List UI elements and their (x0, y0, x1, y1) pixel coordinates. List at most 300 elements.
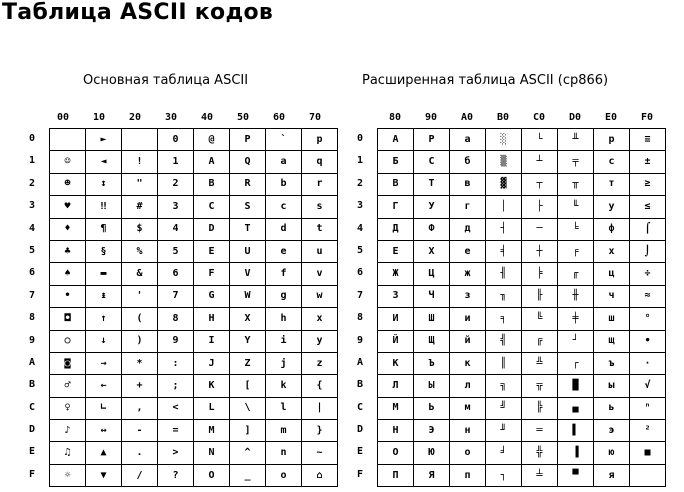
table-row (50, 263, 338, 285)
table-row (50, 240, 338, 262)
table-cell: > (158, 442, 194, 464)
row-label: 7 (28, 289, 36, 301)
col-header: 80 (388, 112, 402, 123)
row-label: 8 (356, 312, 364, 324)
table-cell: ╞ (522, 263, 558, 285)
table-cell: r (302, 173, 338, 195)
table-cell: ° (630, 308, 666, 330)
row-label: D (28, 424, 36, 436)
table-cell: V (230, 263, 266, 285)
table-cell: L (194, 397, 230, 419)
table-cell: I (194, 330, 230, 352)
table-cell: Щ (414, 330, 450, 352)
table-cell: ¶ (86, 218, 122, 240)
table-cell: ╧ (522, 464, 558, 486)
table-cell: 4 (158, 218, 194, 240)
table-row (378, 375, 666, 397)
table-row (378, 285, 666, 307)
table-cell: ≤ (630, 196, 666, 218)
table-cell: v (302, 263, 338, 285)
table-cell: Й (378, 330, 414, 352)
row-label: 9 (28, 334, 36, 346)
table-cell: м (450, 397, 486, 419)
table-cell: G (194, 285, 230, 307)
row-label: 1 (356, 155, 364, 167)
table-cell: Д (378, 218, 414, 240)
table-cell: П (378, 464, 414, 486)
table-cell: ├ (522, 196, 558, 218)
table-cell: & (122, 263, 158, 285)
table-cell: О (378, 442, 414, 464)
table-cell: ^ (230, 442, 266, 464)
table-cell: k (266, 375, 302, 397)
row-label: C (356, 401, 364, 413)
table-cell: ╗ (486, 375, 522, 397)
table-cell: e (266, 240, 302, 262)
row-label: 6 (356, 267, 364, 279)
table-row (378, 196, 666, 218)
table-cell: ≥ (630, 173, 666, 195)
table-cell: ф (594, 218, 630, 240)
table-cell: · (630, 352, 666, 374)
row-label: 4 (28, 222, 36, 234)
row-label: 2 (356, 177, 364, 189)
row-label: 3 (356, 200, 364, 212)
table-cell: ◄ (86, 151, 122, 173)
table-cell: ║ (486, 352, 522, 374)
table-cell: У (414, 196, 450, 218)
table-cell: ◙ (50, 352, 86, 374)
table-row (50, 464, 338, 486)
table-cell: Ч (414, 285, 450, 307)
table-cell: Ц (414, 263, 450, 285)
basic-ascii-table (49, 128, 338, 487)
table-cell: ⁿ (630, 397, 666, 419)
row-label: F (356, 468, 364, 480)
table-cell: s (302, 196, 338, 218)
table-cell: F (194, 263, 230, 285)
table-cell: ╦ (522, 375, 558, 397)
col-header: 30 (164, 112, 178, 123)
basic-row-labels (25, 128, 39, 486)
table-cell: M (194, 420, 230, 442)
table-cell: } (302, 420, 338, 442)
table-cell: ± (630, 151, 666, 173)
table-cell: = (158, 420, 194, 442)
table-cell: _ (230, 464, 266, 486)
table-cell: i (266, 330, 302, 352)
table-cell: ² (630, 420, 666, 442)
col-header: 90 (424, 112, 438, 123)
table-cell: $ (122, 218, 158, 240)
row-label: 8 (28, 312, 36, 324)
table-cell: л (450, 375, 486, 397)
table-cell: n (266, 442, 302, 464)
table-row (50, 129, 338, 151)
table-row (50, 375, 338, 397)
col-header: 10 (92, 112, 106, 123)
row-label: 0 (356, 133, 364, 144)
col-header: 60 (272, 112, 286, 123)
table-cell: ‼ (86, 196, 122, 218)
table-cell: Э (414, 420, 450, 442)
table-row (378, 173, 666, 195)
table-cell: c (266, 196, 302, 218)
table-cell: ~ (302, 442, 338, 464)
table-cell: ▄ (558, 397, 594, 419)
table-cell: ↔ (86, 420, 122, 442)
table-cell: ╛ (486, 442, 522, 464)
table-cell: x (302, 308, 338, 330)
table-cell: K (194, 375, 230, 397)
table-cell: ? (158, 464, 194, 486)
table-cell: ▀ (558, 464, 594, 486)
table-cell: | (302, 397, 338, 419)
table-cell: ` (266, 129, 302, 151)
table-cell: • (50, 285, 86, 307)
table-cell: N (194, 442, 230, 464)
table-cell: Ю (414, 442, 450, 464)
table-cell: ╙ (558, 196, 594, 218)
table-cell: ♂ (50, 375, 86, 397)
row-label: 3 (28, 200, 36, 212)
table-cell: < (158, 397, 194, 419)
table-cell: R (230, 173, 266, 195)
table-cell: ♫ (50, 442, 86, 464)
col-header: B0 (496, 112, 510, 123)
table-cell: ; (158, 375, 194, 397)
table-cell: Х (414, 240, 450, 262)
table-row (378, 464, 666, 486)
table-row (50, 218, 338, 240)
table-cell: ▼ (86, 464, 122, 486)
row-label: 1 (28, 155, 36, 167)
table-row (378, 420, 666, 442)
table-cell: ☺ (50, 151, 86, 173)
table-cell: ч (594, 285, 630, 307)
row-label: 6 (28, 267, 36, 279)
table-cell: в (450, 173, 486, 195)
row-label: 0 (28, 133, 36, 144)
table-row (378, 218, 666, 240)
table-cell: → (86, 352, 122, 374)
table-cell: ж (450, 263, 486, 285)
table-cell: я (594, 464, 630, 486)
table-cell: Ы (414, 375, 450, 397)
table-cell: ╤ (558, 151, 594, 173)
extended-column-headers (377, 111, 669, 125)
table-cell: ∙ (630, 330, 666, 352)
table-cell: ⌡ (630, 240, 666, 262)
table-cell: ! (122, 151, 158, 173)
table-cell: ╚ (522, 308, 558, 330)
table-cell: 5 (158, 240, 194, 262)
table-cell: ▲ (86, 442, 122, 464)
table-row (378, 442, 666, 464)
table-cell: ← (86, 375, 122, 397)
table-cell: o (266, 464, 302, 486)
table-cell: ∟ (86, 397, 122, 419)
table-cell: Z (230, 352, 266, 374)
table-cell: ╠ (522, 397, 558, 419)
basic-table-caption: Основная таблица ASCII (83, 73, 249, 88)
table-cell: p (302, 129, 338, 151)
table-cell: q (302, 151, 338, 173)
table-cell: ↨ (86, 285, 122, 307)
col-header: C0 (532, 112, 546, 123)
table-cell: f (266, 263, 302, 285)
col-header: 20 (128, 112, 142, 123)
table-cell: 2 (158, 173, 194, 195)
table-cell: w (302, 285, 338, 307)
table-cell: п (450, 464, 486, 486)
table-row (50, 151, 338, 173)
table-cell: ╔ (522, 330, 558, 352)
table-cell: E (194, 240, 230, 262)
table-cell: T (230, 218, 266, 240)
table-cell: э (594, 420, 630, 442)
table-cell: 6 (158, 263, 194, 285)
table-cell: ▓ (486, 173, 522, 195)
table-cell: ♪ (50, 420, 86, 442)
basic-column-headers (45, 111, 337, 125)
table-cell: ♦ (50, 218, 86, 240)
table-row (50, 352, 338, 374)
table-row (50, 285, 338, 307)
row-label: 2 (28, 177, 36, 189)
table-cell: - (122, 420, 158, 442)
table-cell: ш (594, 308, 630, 330)
table-row (378, 330, 666, 352)
table-cell: Ф (414, 218, 450, 240)
table-cell: а (450, 129, 486, 151)
table-cell: ┬ (522, 173, 558, 195)
table-cell: u (302, 240, 338, 262)
table-cell: ♥ (50, 196, 86, 218)
table-cell: Е (378, 240, 414, 262)
table-cell (630, 464, 666, 486)
table-cell: ╨ (558, 129, 594, 151)
table-cell: ↕ (86, 173, 122, 195)
table-cell: ╕ (486, 308, 522, 330)
row-label: A (28, 356, 36, 368)
table-cell: ┌ (558, 352, 594, 374)
table-row (50, 173, 338, 195)
table-cell: ► (86, 129, 122, 151)
table-cell: д (450, 218, 486, 240)
table-cell: ♠ (50, 263, 86, 285)
table-cell: С (414, 151, 450, 173)
table-cell: Я (414, 464, 450, 486)
table-cell: 0 (158, 129, 194, 151)
table-cell: Ъ (414, 352, 450, 374)
table-cell: . (122, 442, 158, 464)
row-label: 5 (356, 244, 364, 256)
table-cell: [ (230, 375, 266, 397)
table-cell: D (194, 218, 230, 240)
table-cell (122, 129, 158, 151)
col-header: E0 (604, 112, 618, 123)
table-cell: B (194, 173, 230, 195)
table-cell: Q (230, 151, 266, 173)
col-header: 00 (56, 112, 70, 123)
table-cell: ◘ (50, 308, 86, 330)
table-cell: ♀ (50, 397, 86, 419)
table-cell: z (302, 352, 338, 374)
table-cell: ╜ (486, 420, 522, 442)
table-cell: ╣ (486, 330, 522, 352)
table-cell: г (450, 196, 486, 218)
table-cell: 3 (158, 196, 194, 218)
table-cell: ' (122, 285, 158, 307)
table-cell: З (378, 285, 414, 307)
table-cell: h (266, 308, 302, 330)
row-label: D (356, 424, 364, 436)
table-cell: / (122, 464, 158, 486)
table-row (50, 330, 338, 352)
col-header: 70 (308, 112, 322, 123)
table-cell: ▌ (558, 420, 594, 442)
extended-table-caption: Расширенная таблица ASCII (cp866) (362, 73, 609, 88)
table-cell: ц (594, 263, 630, 285)
col-header: 50 (236, 112, 250, 123)
table-cell: U (230, 240, 266, 262)
table-cell: К (378, 352, 414, 374)
table-cell: ╪ (558, 308, 594, 330)
table-cell: у (594, 196, 630, 218)
table-cell: ╫ (558, 285, 594, 307)
col-header: F0 (640, 112, 654, 123)
table-row (378, 397, 666, 419)
table-cell: g (266, 285, 302, 307)
table-cell: § (86, 240, 122, 262)
table-row (50, 397, 338, 419)
table-cell: А (378, 129, 414, 151)
table-cell: H (194, 308, 230, 330)
table-row (50, 420, 338, 442)
table-cell: М (378, 397, 414, 419)
table-cell: ╥ (558, 173, 594, 195)
table-cell: ы (594, 375, 630, 397)
row-label: 5 (28, 244, 36, 256)
table-cell: к (450, 352, 486, 374)
table-cell: ⌠ (630, 218, 666, 240)
table-cell: { (302, 375, 338, 397)
row-label: F (28, 468, 36, 480)
table-cell: m (266, 420, 302, 442)
table-cell: Y (230, 330, 266, 352)
table-row (378, 308, 666, 330)
table-cell: ╩ (522, 352, 558, 374)
row-label: E (28, 446, 36, 458)
table-cell: Б (378, 151, 414, 173)
table-cell: y (302, 330, 338, 352)
table-cell: ъ (594, 352, 630, 374)
table-cell: Ж (378, 263, 414, 285)
table-cell: ≈ (630, 285, 666, 307)
table-cell (50, 129, 86, 151)
table-cell: ↑ (86, 308, 122, 330)
table-cell: A (194, 151, 230, 173)
table-cell: и (450, 308, 486, 330)
table-cell: \ (230, 397, 266, 419)
table-cell: ┼ (522, 240, 558, 262)
table-cell: ≡ (630, 129, 666, 151)
table-cell: Г (378, 196, 414, 218)
table-cell: Ь (414, 397, 450, 419)
table-cell: ╘ (558, 218, 594, 240)
table-cell: ( (122, 308, 158, 330)
table-cell: ╓ (558, 263, 594, 285)
table-cell: ○ (50, 330, 86, 352)
table-row (50, 196, 338, 218)
table-cell: √ (630, 375, 666, 397)
table-row (50, 442, 338, 464)
table-cell: W (230, 285, 266, 307)
row-label: 7 (356, 289, 364, 301)
table-cell: ) (122, 330, 158, 352)
extended-ascii-table (377, 128, 666, 487)
table-cell: ▬ (86, 263, 122, 285)
table-row (378, 129, 666, 151)
table-cell: б (450, 151, 486, 173)
table-cell: ╡ (486, 240, 522, 262)
table-cell: ╝ (486, 397, 522, 419)
table-row (378, 352, 666, 374)
table-cell: ▐ (558, 442, 594, 464)
row-label: E (356, 446, 364, 458)
table-cell: Л (378, 375, 414, 397)
table-cell: J (194, 352, 230, 374)
table-cell: ┤ (486, 218, 522, 240)
table-row (378, 240, 666, 262)
row-label: 4 (356, 222, 364, 234)
table-cell: 7 (158, 285, 194, 307)
table-cell: ╢ (486, 263, 522, 285)
row-label: B (28, 379, 36, 391)
table-cell: ■ (630, 442, 666, 464)
row-label: A (356, 356, 364, 368)
table-cell: ╬ (522, 442, 558, 464)
table-cell: ╟ (522, 285, 558, 307)
table-cell: ⌂ (302, 464, 338, 486)
table-cell: * (122, 352, 158, 374)
table-cell: 9 (158, 330, 194, 352)
table-cell: j (266, 352, 302, 374)
table-cell: , (122, 397, 158, 419)
table-cell: P (230, 129, 266, 151)
table-cell: ☼ (50, 464, 86, 486)
table-cell: х (594, 240, 630, 262)
table-cell: 1 (158, 151, 194, 173)
table-cell: ╖ (486, 285, 522, 307)
table-cell: │ (486, 196, 522, 218)
table-cell: н (450, 420, 486, 442)
col-header: 40 (200, 112, 214, 123)
table-cell: Т (414, 173, 450, 195)
table-cell: щ (594, 330, 630, 352)
table-cell: ┘ (558, 330, 594, 352)
table-cell: O (194, 464, 230, 486)
table-row (378, 263, 666, 285)
table-cell: ╒ (558, 240, 594, 262)
table-cell: ▒ (486, 151, 522, 173)
table-cell: # (122, 196, 158, 218)
table-cell: ─ (522, 218, 558, 240)
row-label: C (28, 401, 36, 413)
row-label: 9 (356, 334, 364, 346)
table-cell: т (594, 173, 630, 195)
